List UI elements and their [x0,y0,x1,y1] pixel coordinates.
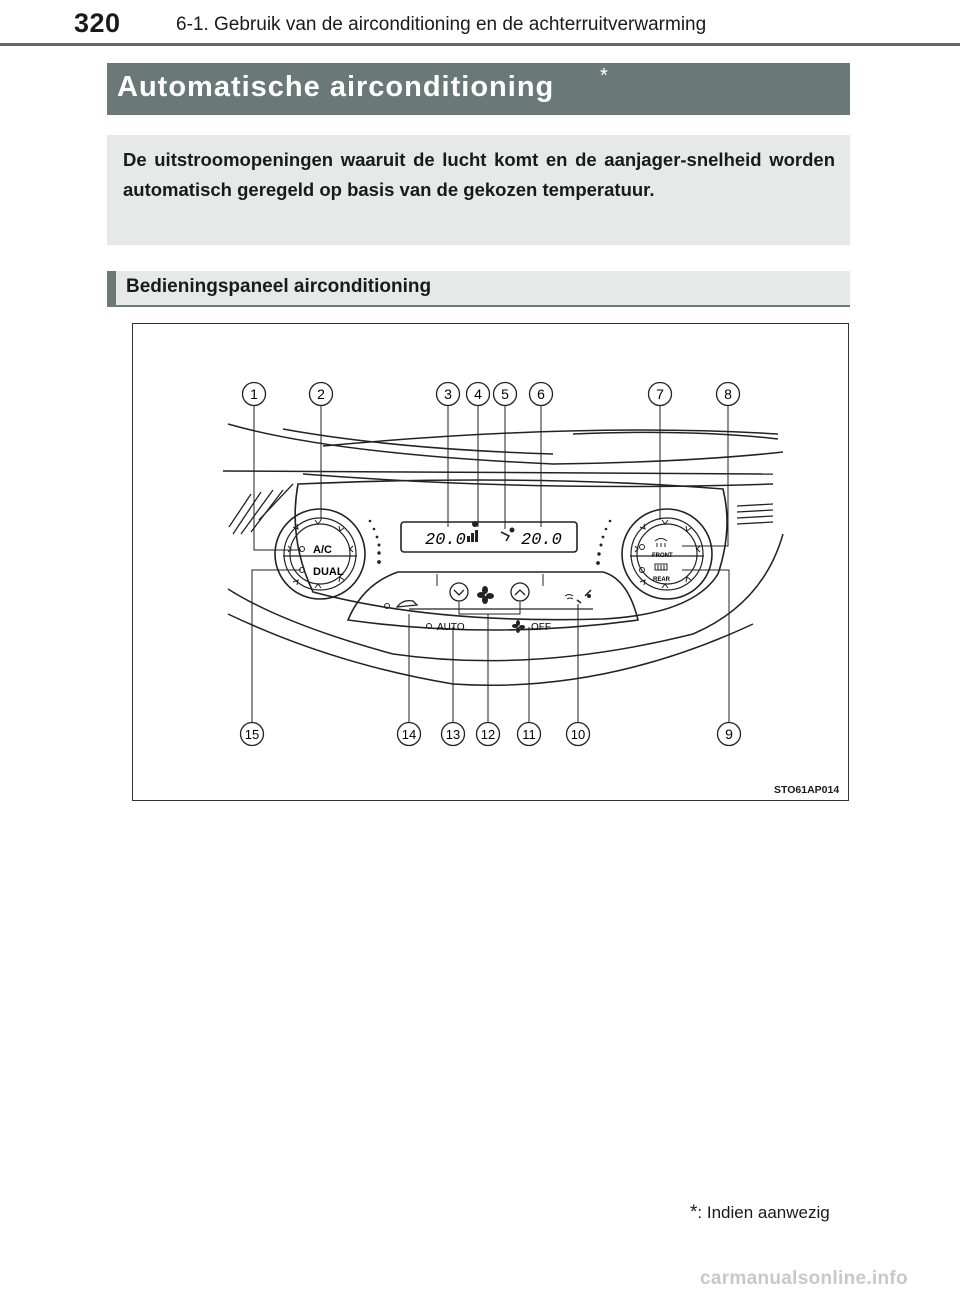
callout-11 [518,723,541,746]
callout-4 [467,383,490,406]
callout-12 [477,723,500,746]
footnote-mark: * [690,1202,698,1223]
callout-14 [398,723,421,746]
auto-button-label: AUTO [437,622,465,633]
intro-text: De uitstroomopeningen waaruit de lucht komt en de aanjager-snelheid worden automatisch geregeld op basis van de gekozen temperatuur. [123,149,835,200]
callout-3 [437,383,460,406]
right-vent-slats [737,504,773,524]
subheading-bar [107,271,850,307]
fan-off-icon [512,620,525,633]
fan-up-button [511,583,529,601]
footnote [690,1202,830,1224]
ac-indicator [300,547,305,552]
diagram-code: STO61AP014 [774,784,840,796]
front-defrost-indicator [640,545,645,550]
dashboard-outline [223,424,783,685]
page-header [0,0,960,48]
off-button-label: OFF [531,622,551,633]
subheading-text: Bedieningspaneel airconditioning [126,276,432,297]
lower-button-bar [348,572,638,630]
display-left-temp: 20.0 [425,531,466,550]
rear-button-label: REAR [653,577,671,583]
front-defrost-icon [655,539,667,548]
header-rule [0,43,960,46]
bottom-leader-lines [252,570,729,722]
callout-8 [717,383,740,406]
intro-box [107,135,850,245]
page-number: 320 [74,8,121,38]
callout-7 [649,383,672,406]
airflow-mode-icon [501,528,515,542]
climate-panel-illustration [133,324,850,802]
asterisk-mark: * [600,65,608,87]
callout-5 [494,383,517,406]
fan-down-button [450,583,468,601]
svg-text:7: 7 [656,386,664,402]
fan-icon [477,586,494,604]
svg-text:6: 6 [537,386,545,402]
chapter-title: 6-1. Gebruik van de airconditioning en de achterruitverwarming [176,14,707,35]
callout-10 [567,723,590,746]
display-right-temp: 20.0 [521,531,562,550]
svg-text:1: 1 [250,386,258,402]
top-leader-lines [254,405,728,550]
svg-text:3: 3 [444,386,452,402]
svg-text:15: 15 [244,727,260,742]
callout-9 [718,723,741,746]
chevron-up-icon [515,590,525,595]
callout-15 [241,723,264,746]
svg-text:2: 2 [317,386,325,402]
svg-text:12: 12 [480,727,496,742]
chevron-down-icon [454,590,464,595]
svg-text:8: 8 [724,386,732,402]
svg-text:13: 13 [445,727,461,742]
svg-text:10: 10 [570,727,586,742]
callout-2 [310,383,333,406]
svg-text:9: 9 [725,726,733,742]
right-level-dots [596,520,611,565]
callout-1 [243,383,266,406]
dual-button-label: DUAL [313,566,344,578]
callout-6 [530,383,553,406]
svg-text:11: 11 [522,727,536,742]
rear-defrost-icon [655,564,667,570]
recirculation-button [385,601,418,609]
footnote-text: : Indien aanwezig [697,1203,830,1222]
ac-button-label: A/C [313,544,332,556]
callout-13 [442,723,465,746]
left-level-dots [369,520,381,564]
front-button-label: FRONT [652,553,673,559]
fan-level-icon [467,521,478,542]
section-banner [107,63,850,115]
svg-text:5: 5 [501,386,509,402]
svg-text:14: 14 [401,727,417,742]
svg-text:4: 4 [474,386,482,402]
climate-panel-diagram [132,323,849,801]
air-outlet-mode-button [565,590,591,603]
watermark: carmanualsonline.info [700,1268,908,1289]
section-title: Automatische airconditioning [117,71,555,103]
